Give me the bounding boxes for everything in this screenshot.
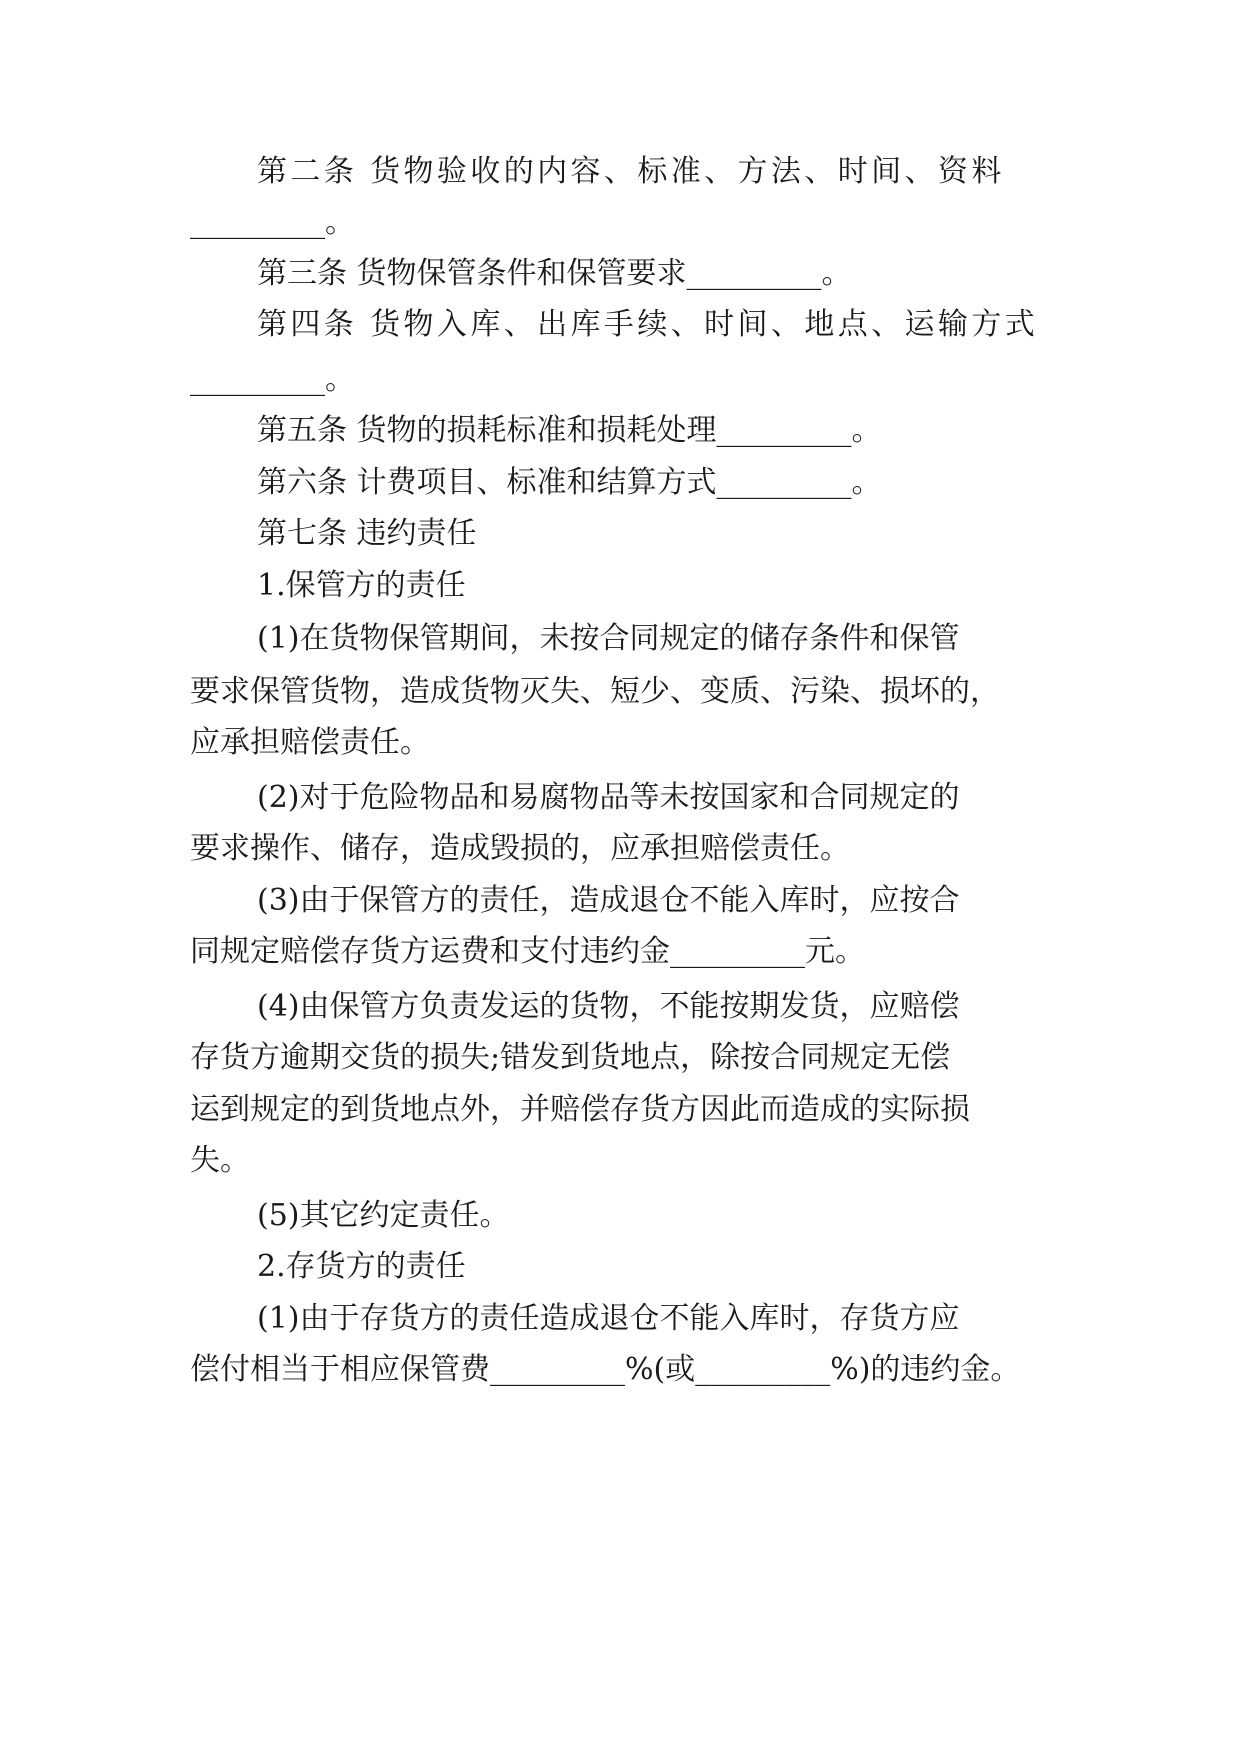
item-1-3-line-2: 同规定赔偿存货方运费和支付违约金_________元。 [190,934,865,969]
item-1-4-line-2: 存货方逾期交货的损失;错发到货地点，除按合同规定无偿 [190,1040,951,1075]
article-4-line-1: 第四条 货物入库、出库手续、时间、地点、运输方式 [257,307,1039,342]
article-4-line-2: _________。 [190,362,355,397]
item-1-5: (5)其它约定责任。 [257,1198,510,1233]
item-1-3-line-1: (3)由于保管方的责任，造成退仓不能入库时，应按合 [257,883,960,918]
item-1-4-line-3: 运到规定的到货地点外，并赔偿存货方因此而造成的实际损 [190,1092,970,1127]
article-2-line-2: _________。 [190,205,355,240]
item-1-1-line-1: (1)在货物保管期间，未按合同规定的储存条件和保管 [257,621,960,656]
item-1-4-line-4: 失。 [190,1143,250,1178]
item-1-1-line-2: 要求保管货物，造成货物灭失、短少、变质、污染、损坏的， [190,674,1000,709]
item-1-2-line-1: (2)对于危险物品和易腐物品等未按国家和合同规定的 [257,780,960,815]
item-2-1-line-1: (1)由于存货方的责任造成退仓不能入库时，存货方应 [257,1301,960,1336]
item-1-1-line-3: 应承担赔偿责任。 [190,725,430,760]
item-1-2-line-2: 要求操作、储存，造成毁损的，应承担赔偿责任。 [190,831,850,866]
article-2-line-1: 第二条 货物验收的内容、标准、方法、时间、资料 [257,154,1005,189]
item-1-4-line-1: (4)由保管方负责发运的货物，不能按期发货，应赔偿 [257,989,960,1024]
article-7-heading: 第七条 违约责任 [257,516,477,551]
section-2-heading: 2.存货方的责任 [257,1249,466,1284]
article-5: 第五条 货物的损耗标准和损耗处理_________。 [257,413,882,448]
article-3: 第三条 货物保管条件和保管要求_________。 [257,256,852,291]
article-6: 第六条 计费项目、标准和结算方式_________。 [257,465,882,500]
item-2-1-line-2: 偿付相当于相应保管费_________%(或_________%)的违约金。 [190,1352,1021,1387]
section-1-heading: 1.保管方的责任 [257,568,466,603]
